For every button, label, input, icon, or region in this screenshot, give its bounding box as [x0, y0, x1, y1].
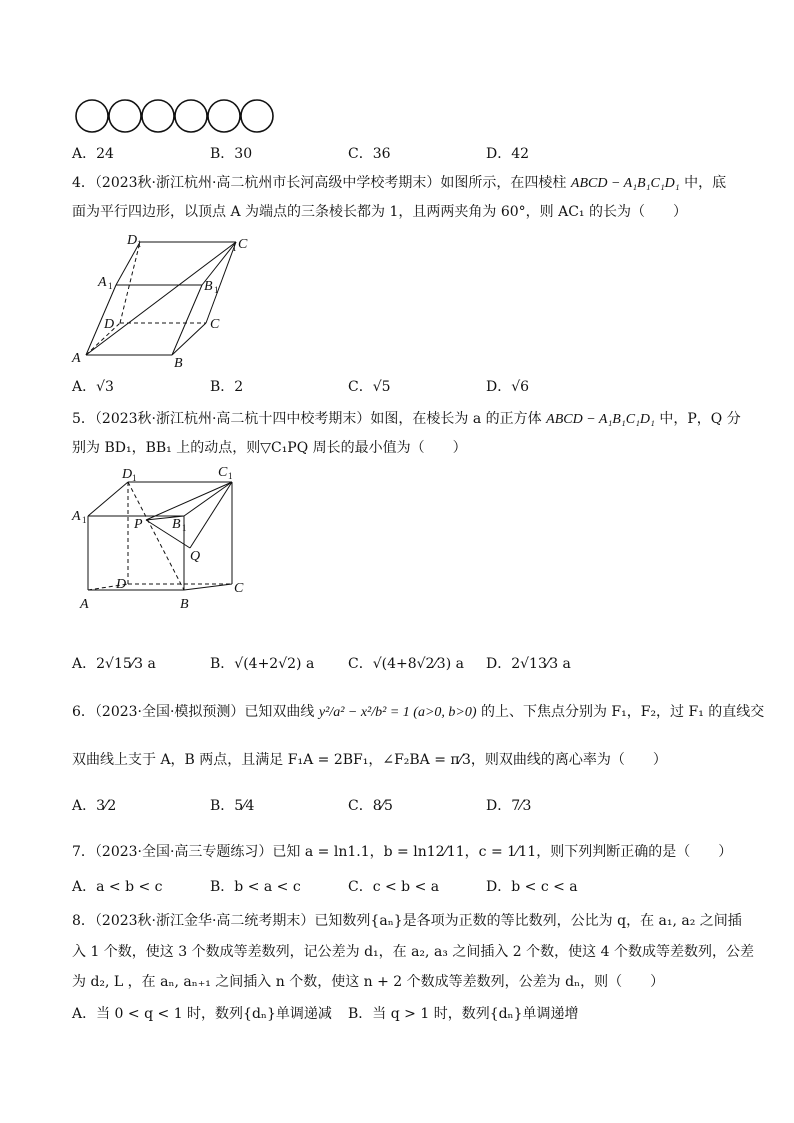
q4-label-d1: D — [127, 233, 138, 248]
q4-label-d: D — [104, 317, 115, 332]
q4-stem-prefix: 4．（2023秋·浙江杭州·高二杭州市长河高级中学校考期末）如图所示，在四棱柱 — [72, 175, 567, 191]
circle-2 — [109, 100, 141, 132]
svg-text:1: 1 — [182, 523, 187, 533]
circle-6 — [241, 100, 273, 132]
q5-choice-a: A．2√15⁄3 a — [72, 656, 156, 672]
q7-choice-d: D．b < c < a — [486, 879, 578, 895]
q5-stem-expr: ABCD − A₁B₁C₁D₁ — [546, 412, 655, 427]
q7-stem-line1: 7．（2023·全国·高三专题练习）已知 a = ln1.1，b = ln12⁄11，c = 1⁄11，则下列判断正确的是（ ） — [72, 844, 733, 860]
q4-choice-c: C．√5 — [348, 379, 391, 395]
q4-label-b1: B — [204, 279, 213, 294]
q5-label-b: B — [180, 597, 189, 612]
q5-stem-line1 — [72, 410, 741, 429]
q4-label-a1: A — [98, 275, 107, 290]
q6-choice-a: A．3⁄2 — [72, 798, 117, 814]
q3-choice-d: D．42 — [486, 146, 530, 162]
q5-stem-prefix: 5．（2023秋·浙江杭州·高二杭十四中校考期末）如图，在棱长为 a 的正方体 — [72, 411, 542, 427]
q6-stem-line2: 双曲线上支于 A，B 两点，且满足 F₁A = 2BF₁，∠F₂BA = π⁄3，则双曲线的离心率为（ ） — [72, 752, 667, 768]
q8-stem-line2: 入 1 个数，使这 3 个数成等差数列，记公差为 d₁，在 a₂, a₃ 之间插入 2 个数，使这 4 个数成等差数列，公差 — [72, 944, 754, 960]
q5-label-p: P — [134, 517, 143, 532]
q5-label-a: A — [80, 597, 89, 612]
q7-choice-c: C．c < b < a — [348, 879, 440, 895]
q4-label-c1: C — [238, 237, 248, 252]
q4-stem-line1 — [72, 174, 726, 193]
q5-label-a1: A — [72, 509, 81, 524]
q4-prism-figure — [70, 228, 248, 371]
circle-1 — [76, 100, 108, 132]
q8-choice-a: A．当 0 < q < 1 时，数列{dₙ}单调递减 — [72, 1006, 332, 1022]
q3-choice-a: A．24 — [72, 146, 114, 162]
q5-label-c1: C — [218, 465, 228, 480]
q8-stem-line3: 为 d₂, L ，在 aₙ, aₙ₊₁ 之间插入 n 个数，使这 n + 2 个数成等差数列，公差为 dₙ，则（ ） — [72, 974, 665, 990]
q4-choice-a: A．√3 — [72, 379, 114, 395]
q4-stem-suffix: 中，底 — [684, 175, 727, 191]
svg-text:1: 1 — [108, 281, 113, 291]
q3-choice-b: B．30 — [210, 146, 253, 162]
circle-5 — [208, 100, 240, 132]
q6-hyperbola-eq: y²/a² − x²/b² = 1 (a>0, b>0) — [318, 705, 477, 720]
q5-label-b1: B — [172, 517, 181, 532]
q5-label-c: C — [234, 581, 244, 596]
svg-text:1: 1 — [214, 285, 219, 295]
q5-label-q: Q — [190, 549, 201, 564]
q5-stem-suffix: 中，P，Q 分 — [659, 411, 741, 427]
q4-stem-expr: ABCD − A₁B₁C₁D₁ — [570, 176, 680, 191]
q4-choice-d: D．√6 — [486, 379, 530, 395]
q6-choice-c: C．8⁄5 — [348, 798, 393, 814]
q6-stem-line1 — [72, 703, 764, 722]
q8-stem-line1: 8．（2023秋·浙江金华·高二统考期末）已知数列{aₙ}是各项为正数的等比数列，公比为 q，在 a₁, a₂ 之间插 — [72, 913, 742, 929]
q8-choice-b: B．当 q > 1 时，数列{dₙ}单调递增 — [348, 1006, 579, 1022]
q4-label-c: C — [210, 317, 220, 332]
svg-text:1: 1 — [232, 243, 237, 253]
circle-3 — [142, 100, 174, 132]
q3-choice-c: C．36 — [348, 146, 391, 162]
q5-label-d: D — [116, 577, 127, 592]
q5-stem-line2: 别为 BD₁，BB₁ 上的动点，则▽C₁PQ 周长的最小值为（ ） — [72, 440, 467, 456]
q5-label-d1: D — [122, 467, 133, 482]
svg-text:1: 1 — [82, 515, 87, 525]
q4-choice-b: B．2 — [210, 379, 244, 395]
q4-label-b: B — [174, 356, 183, 371]
svg-text:1: 1 — [137, 239, 142, 249]
q6-stem-b: 的上、下焦点分别为 F₁，F₂，过 F₁ 的直线交 — [480, 704, 765, 720]
q7-choice-b: B．b < a < c — [210, 879, 301, 895]
q5-cube-figure — [72, 462, 252, 632]
q5-choice-c: C．√(4+8√2⁄3) a — [348, 656, 464, 672]
circle-4 — [175, 100, 207, 132]
q4-stem-line2: 面为平行四边形，以顶点 A 为端点的三条棱长都为 1，且两两夹角为 60°，则 AC₁ 的长为（ ） — [72, 204, 687, 220]
svg-text:1: 1 — [228, 471, 233, 481]
q6-stem-a: 6．（2023·全国·模拟预测）已知双曲线 — [72, 704, 315, 720]
circles-figure — [72, 96, 282, 136]
q7-choice-a: A．a < b < c — [72, 879, 163, 895]
q6-choice-b: B．5⁄4 — [210, 798, 255, 814]
q5-choice-d: D．2√13⁄3 a — [486, 656, 571, 672]
q6-choice-d: D．7⁄3 — [486, 798, 532, 814]
q4-label-a: A — [72, 351, 81, 366]
svg-text:1: 1 — [132, 473, 137, 483]
q5-choice-b: B．√(4+2√2) a — [210, 656, 315, 672]
